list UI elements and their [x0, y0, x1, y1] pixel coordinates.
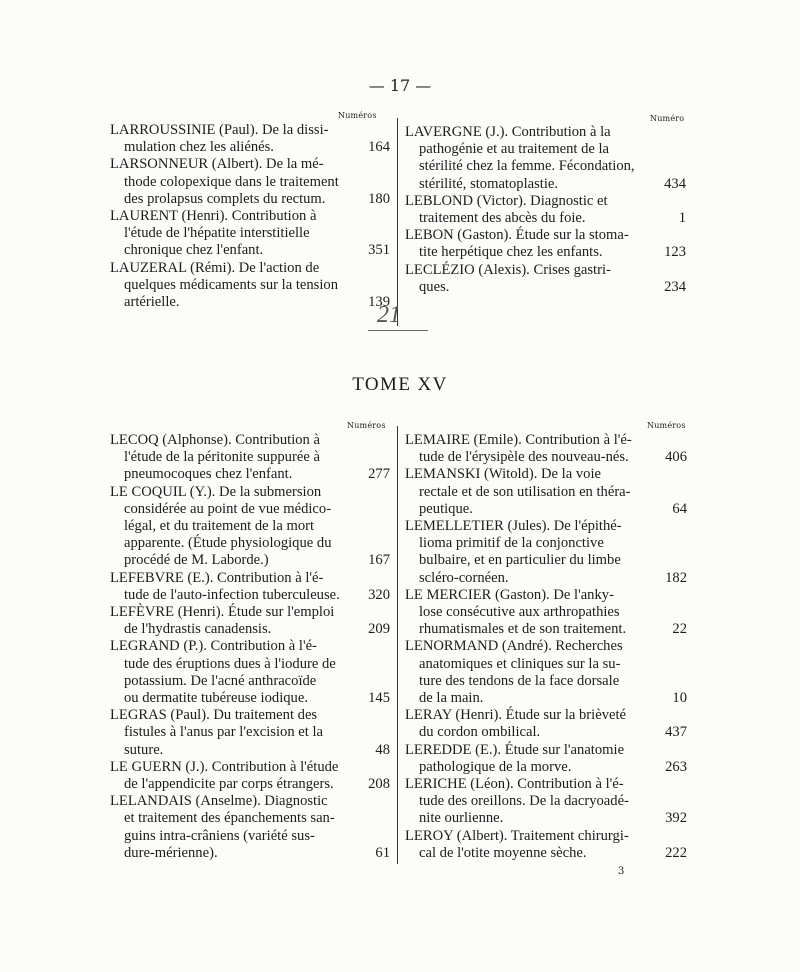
entry-text-line: mulation chez les aliénés. 164 — [124, 139, 390, 156]
entry-text-line: LENORMAND (André). Recherches — [405, 638, 623, 655]
thesis-number: 1 — [678, 210, 686, 227]
entry-text-line: LAUZERAL (Rémi). De l'action de — [110, 259, 320, 276]
index-entry — [405, 193, 686, 227]
entry-text-line: LEFEBVRE (E.). Contribution à l'é- — [110, 569, 324, 586]
entry-text-line: LELANDAIS (Anselme). Diagnostic — [110, 793, 328, 810]
entry-text-line: nite ourlienne. 392 — [419, 810, 687, 827]
entry-text-line: et traitement des épanchements san- — [124, 810, 335, 827]
entry-text-line: LECLÉZIO (Alexis). Crises gastri- — [405, 261, 611, 278]
entry-text-line: LE COQUIL (Y.). De la submersion — [110, 483, 322, 500]
entry-text-line: LE GUERN (J.). Contribution à l'étude — [110, 758, 339, 775]
tome-title: TOME XV — [352, 374, 448, 395]
entry-text-line: LAVERGNE (J.). Contribution à la — [405, 124, 611, 140]
entry-text-line: tite herpétique chez les enfants. 123 — [419, 244, 686, 261]
thesis-number: 22 — [672, 621, 687, 638]
index-entry — [405, 227, 686, 261]
index-entry — [405, 707, 687, 741]
entry-text-line: LEBLOND (Victor). Diagnostic et — [405, 192, 608, 209]
signature-mark: 3 — [618, 866, 625, 877]
thesis-number: 320 — [368, 586, 390, 603]
entry-text-line: fistules à l'anus par l'excision et la — [124, 724, 323, 741]
entry-text-line: LEGRAND (P.). Contribution à l'é- — [110, 638, 317, 655]
entry-text-line: anatomiques et cliniques sur la su- — [419, 655, 621, 672]
thesis-number: 145 — [368, 690, 390, 707]
thesis-number: 208 — [368, 776, 390, 793]
entry-text-line: procédé de M. Laborde.) 167 — [124, 552, 390, 569]
entry-text-line: du cordon ombilical. 437 — [419, 724, 687, 741]
index-entry — [110, 122, 390, 156]
thesis-number: 392 — [665, 810, 687, 827]
entry-text-line: rhumatismales et de son traitement. 22 — [419, 621, 687, 638]
entry-text-line: tude de l'érysipèle des nouveau-nés. 406 — [419, 449, 687, 466]
thesis-number: 64 — [672, 500, 687, 517]
thesis-number: 180 — [368, 190, 390, 207]
index-entry — [405, 262, 686, 296]
signature-underline — [368, 330, 428, 331]
index-entry — [110, 484, 390, 570]
bottom-left-column-heading: Numéros — [347, 421, 386, 430]
entry-text-line: LARSONNEUR (Albert). De la mé- — [110, 156, 324, 173]
top-right-column-heading: Numéro — [650, 114, 685, 123]
thesis-number: 222 — [665, 844, 687, 861]
entry-text-line: pathogénie et au traitement de la — [419, 141, 610, 158]
entry-text-line: stérilité chez la femme. Fécondation, — [419, 158, 635, 175]
entry-text-line: LARROUSSINIE (Paul). De la dissi- — [110, 122, 329, 138]
entry-text-line: considérée au point de vue médico- — [124, 500, 332, 517]
bottom-left-column — [110, 432, 390, 862]
index-entry — [110, 759, 390, 793]
entry-text-line: de l'appendicite par corps étrangers. 208 — [124, 776, 390, 793]
entry-text-line: de la main. 10 — [419, 690, 687, 707]
index-entry — [110, 208, 390, 260]
handwritten-signature: 21 — [377, 302, 401, 328]
entry-text-line: lioma primitif de la conjonctive — [419, 535, 604, 552]
entry-text-line: pneumocoques chez l'enfant. 277 — [124, 466, 390, 483]
entry-text-line: ques. 234 — [419, 278, 686, 295]
bottom-column-divider — [397, 426, 398, 864]
thesis-number: 139 — [368, 294, 390, 311]
index-entry — [405, 828, 687, 862]
entry-text-line: ture des tendons de la face dorsale — [419, 672, 620, 689]
index-entry — [110, 432, 390, 484]
top-left-column — [110, 122, 390, 311]
entry-text-line: rectale et de son utilisation en théra- — [419, 483, 631, 500]
entry-text-line: scléro-cornéen. 182 — [419, 569, 687, 586]
thesis-number: 209 — [368, 621, 390, 638]
thesis-number: 437 — [665, 724, 687, 741]
entry-text-line: dure-mérienne). 61 — [124, 844, 390, 861]
entry-text-line: traitement des abcès du foie. 1 — [419, 210, 686, 227]
bottom-right-column-heading: Numéros — [647, 421, 686, 430]
index-entry — [110, 156, 390, 208]
index-entry — [405, 776, 687, 828]
entry-text-line: artérielle. 139 — [124, 294, 390, 311]
entry-text-line: tude des oreillons. De la dacryoadé- — [419, 793, 629, 810]
index-entry — [405, 466, 687, 518]
entry-text-line: chronique chez l'enfant. 351 — [124, 242, 390, 259]
entry-text-line: LEMANSKI (Witold). De la voie — [405, 466, 601, 483]
thesis-number: 167 — [368, 552, 390, 569]
index-entry — [405, 518, 687, 587]
entry-text-line: LEGRAS (Paul). Du traitement des — [110, 707, 318, 724]
thesis-number: 123 — [664, 244, 686, 261]
thesis-number: 48 — [375, 741, 390, 758]
index-entry — [405, 587, 687, 639]
entry-text-line: LAURENT (Henri). Contribution à — [110, 208, 317, 225]
index-entry — [405, 432, 687, 466]
entry-text-line: quelques médicaments sur la tension — [124, 276, 338, 293]
thesis-number: 277 — [368, 466, 390, 483]
index-entry — [405, 124, 686, 193]
entry-text-line: LERICHE (Léon). Contribution à l'é- — [405, 776, 624, 793]
thesis-number: 406 — [665, 449, 687, 466]
entry-text-line: LEMELLETIER (Jules). De l'épithé- — [405, 518, 622, 535]
thesis-number: 182 — [665, 569, 687, 586]
thesis-number: 351 — [368, 242, 390, 259]
index-entry — [110, 707, 390, 759]
bottom-right-column — [405, 432, 687, 862]
thesis-number: 234 — [664, 278, 686, 295]
entry-text-line: tude de l'auto-infection tuberculeuse. 320 — [124, 586, 390, 603]
entry-text-line: LEMAIRE (Emile). Contribution à l'é- — [405, 432, 632, 448]
thesis-number: 164 — [368, 139, 390, 156]
entry-text-line: LEFÈVRE (Henri). Étude sur l'emploi — [110, 604, 335, 621]
top-left-column-heading: Numéros — [338, 111, 377, 120]
index-entry — [110, 570, 390, 604]
index-entry — [405, 638, 687, 707]
entry-text-line: lose consécutive aux arthropathies — [419, 604, 620, 621]
entry-text-line: apparente. (Étude physiologique du — [124, 535, 332, 552]
entry-text-line: cal de l'otite moyenne sèche. 222 — [419, 844, 687, 861]
entry-text-line: stérilité, stomatoplastie. 434 — [419, 175, 686, 192]
thesis-number: 61 — [375, 844, 390, 861]
entry-text-line: l'étude de l'hépatite interstitielle — [124, 225, 310, 242]
entry-text-line: potassium. De l'acné anthracoïde — [124, 672, 317, 689]
index-entry — [110, 260, 390, 312]
entry-text-line: LECOQ (Alphonse). Contribution à — [110, 432, 320, 448]
index-entry — [405, 742, 687, 776]
thesis-number: 10 — [672, 690, 687, 707]
index-entry — [110, 638, 390, 707]
entry-text-line: peutique. 64 — [419, 500, 687, 517]
entry-text-line: thode colopexique dans le traitement — [124, 173, 339, 190]
entry-text-line: LERAY (Henri). Étude sur la brièveté — [405, 707, 627, 724]
entry-text-line: tude des éruptions dues à l'iodure de — [124, 655, 336, 672]
entry-text-line: guins intra-crâniens (variété sus- — [124, 827, 315, 844]
top-column-divider — [397, 118, 398, 326]
entry-text-line: l'étude de la péritonite suppurée à — [124, 449, 320, 466]
entry-text-line: LEREDDE (E.). Étude sur l'anatomie — [405, 741, 625, 758]
entry-text-line: des prolapsus complets du rectum. 180 — [124, 190, 390, 207]
entry-text-line: LEBON (Gaston). Étude sur la stoma- — [405, 227, 629, 244]
entry-text-line: bulbaire, et en particulier du limbe — [419, 552, 621, 569]
thesis-number: 434 — [664, 175, 686, 192]
entry-text-line: suture. 48 — [124, 741, 390, 758]
entry-text-line: LE MERCIER (Gaston). De l'anky- — [405, 586, 614, 603]
top-right-column — [405, 124, 686, 296]
index-entry — [110, 793, 390, 862]
thesis-number: 263 — [665, 758, 687, 775]
entry-text-line: LEROY (Albert). Traitement chirurgi- — [405, 827, 629, 844]
entry-text-line: ou dermatite tubéreuse iodique. 145 — [124, 690, 390, 707]
page-number: — 17 — — [368, 76, 432, 95]
entry-text-line: pathologique de la morve. 263 — [419, 758, 687, 775]
entry-text-line: légal, et du traitement de la mort — [124, 518, 315, 535]
entry-text-line: de l'hydrastis canadensis. 209 — [124, 621, 390, 638]
index-entry — [110, 604, 390, 638]
